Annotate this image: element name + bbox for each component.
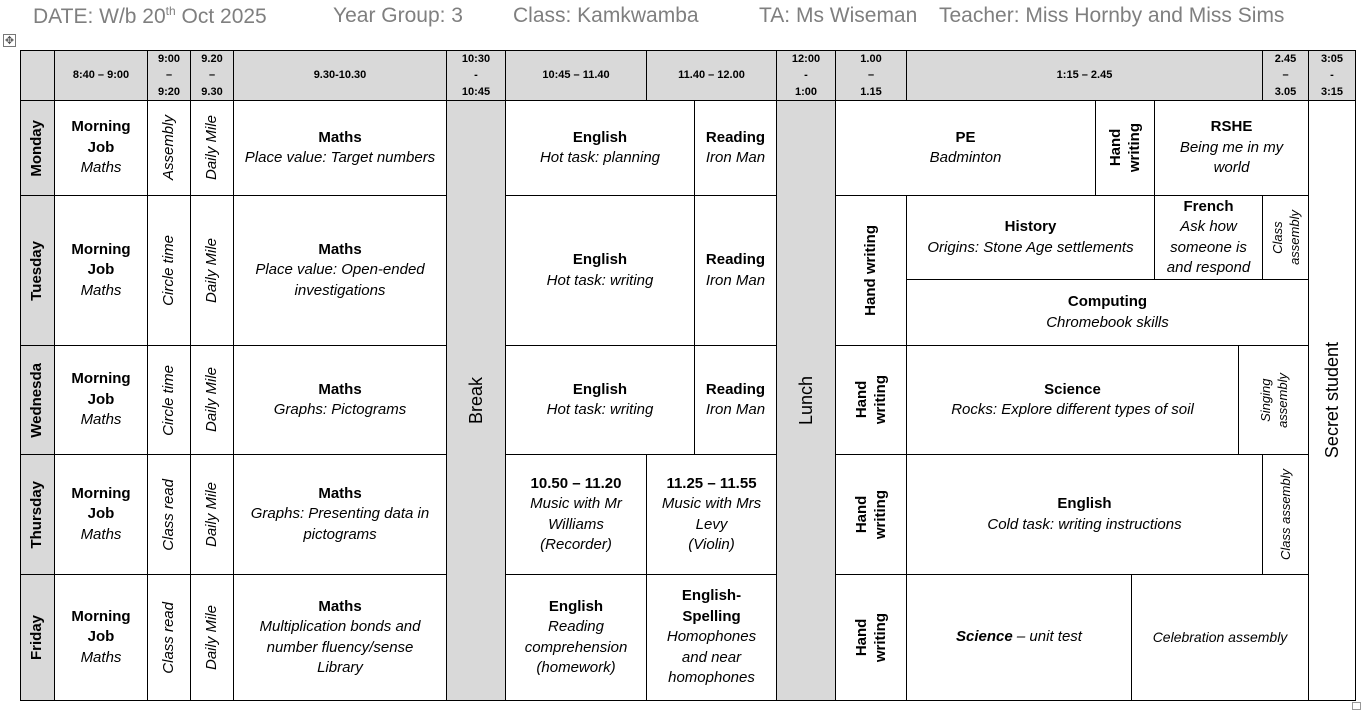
thursday-handwriting: Hand writing <box>835 454 907 575</box>
header-corner-cell <box>20 50 55 101</box>
wednesday-english: English Hot task: writing <box>505 345 695 455</box>
monday-morning-job: Morning Job Maths <box>54 100 148 196</box>
day-monday: Monday <box>20 100 55 196</box>
date-prefix: DATE: W/b 20 <box>33 5 166 28</box>
thursday-maths: Maths Graphs: Presenting data in pictograms <box>233 454 447 575</box>
time-header-11: 2.45 – 3.05 <box>1262 50 1309 101</box>
thursday-music-recorder: 10.50 – 11.20 Music with Mr Williams (Recorder) <box>505 454 647 575</box>
class-label: Class: Kamkwamba <box>513 4 699 27</box>
monday-pe: PE Badminton <box>835 100 1096 196</box>
day-thursday: Thursday <box>20 454 55 575</box>
friday-handwriting: Hand writing <box>835 574 907 701</box>
teacher-label: Teacher: Miss Hornby and Miss Sims <box>939 4 1285 27</box>
time-header-4: 9.30-10.30 <box>233 50 447 101</box>
monday-daily-mile: Daily Mile <box>190 100 234 196</box>
tuesday-morning-job: Morning Job Maths <box>54 195 148 346</box>
wednesday-reading: Reading Iron Man <box>694 345 777 455</box>
monday-maths: Maths Place value: Target numbers <box>233 100 447 196</box>
monday-assembly: Assembly <box>147 100 191 196</box>
tuesday-computing: Computing Chromebook skills <box>906 279 1309 346</box>
wednesday-morning-job: Morning Job Maths <box>54 345 148 455</box>
date-suffix: Oct 2025 <box>175 5 267 28</box>
ta-label: TA: Ms Wiseman <box>759 4 918 27</box>
monday-english: English Hot task: planning <box>505 100 695 196</box>
tuesday-french: French Ask how someone is and respond <box>1154 195 1263 280</box>
day-friday: Friday <box>20 574 55 701</box>
wednesday-singing-assembly: Singing assembly <box>1238 345 1309 455</box>
thursday-music-violin: 11.25 – 11.55 Music with Mrs Levy (Violin) <box>646 454 777 575</box>
wednesday-handwriting: Hand writing <box>835 345 907 455</box>
time-header-6: 10:45 – 11.40 <box>505 50 647 101</box>
day-wednesday: Wednesda <box>20 345 55 455</box>
time-header-7: 11.40 – 12.00 <box>646 50 777 101</box>
wednesday-maths: Maths Graphs: Pictograms <box>233 345 447 455</box>
thursday-english: English Cold task: writing instructions <box>906 454 1263 575</box>
date-sup: th <box>165 4 176 18</box>
table-move-handle-icon[interactable]: ✥ <box>4 35 15 47</box>
thursday-morning-job: Morning Job Maths <box>54 454 148 575</box>
time-header-5: 10:30 - 10:45 <box>446 50 506 101</box>
time-header-1: 8:40 – 9:00 <box>54 50 148 101</box>
time-header-9: 1.00 – 1.15 <box>835 50 907 101</box>
wednesday-daily-mile: Daily Mile <box>190 345 234 455</box>
tuesday-history: History Origins: Stone Age settlements <box>906 195 1155 280</box>
wednesday-circle-time: Circle time <box>147 345 191 455</box>
friday-celebration-assembly: Celebration assembly <box>1131 574 1309 701</box>
tuesday-reading: Reading Iron Man <box>694 195 777 346</box>
friday-maths: Maths Multiplication bonds and number fluency/sense Library <box>233 574 447 701</box>
friday-english-spelling: English-Spelling Homophones and near homophones <box>646 574 777 701</box>
time-header-2: 9:00 – 9:20 <box>147 50 191 101</box>
lunch-cell: Lunch <box>776 100 836 701</box>
day-tuesday: Tuesday <box>20 195 55 346</box>
secret-student-cell: Secret student <box>1308 100 1356 701</box>
year-group-label: Year Group: 3 <box>333 4 463 27</box>
thursday-class-read: Class read <box>147 454 191 575</box>
monday-rshe: RSHE Being me in my world <box>1154 100 1309 196</box>
monday-handwriting: Hand writing <box>1095 100 1155 196</box>
tuesday-maths: Maths Place value: Open-ended investigations <box>233 195 447 346</box>
time-header-8: 12:00 - 1:00 <box>776 50 836 101</box>
thursday-daily-mile: Daily Mile <box>190 454 234 575</box>
friday-morning-job: Morning Job Maths <box>54 574 148 701</box>
friday-science: Science – unit test <box>906 574 1132 701</box>
wednesday-science: Science Rocks: Explore different types of soil <box>906 345 1239 455</box>
break-cell: Break <box>446 100 506 701</box>
time-header-3: 9.20 – 9.30 <box>190 50 234 101</box>
thursday-class-assembly: Class assembly <box>1262 454 1309 575</box>
tuesday-daily-mile: Daily Mile <box>190 195 234 346</box>
tuesday-class-assembly: Class assembly <box>1262 195 1309 280</box>
time-header-12: 3:05 - 3:15 <box>1308 50 1356 101</box>
tuesday-circle-time: Circle time <box>147 195 191 346</box>
monday-reading: Reading Iron Man <box>694 100 777 196</box>
time-header-10: 1:15 – 2.45 <box>906 50 1263 101</box>
tuesday-english: English Hot task: writing <box>505 195 695 346</box>
friday-class-read: Class read <box>147 574 191 701</box>
date-label <box>33 4 267 29</box>
table-resize-handle[interactable] <box>1352 702 1361 710</box>
tuesday-handwriting: Hand writing <box>835 195 907 346</box>
friday-english: English Reading comprehension (homework) <box>505 574 647 701</box>
friday-daily-mile: Daily Mile <box>190 574 234 701</box>
